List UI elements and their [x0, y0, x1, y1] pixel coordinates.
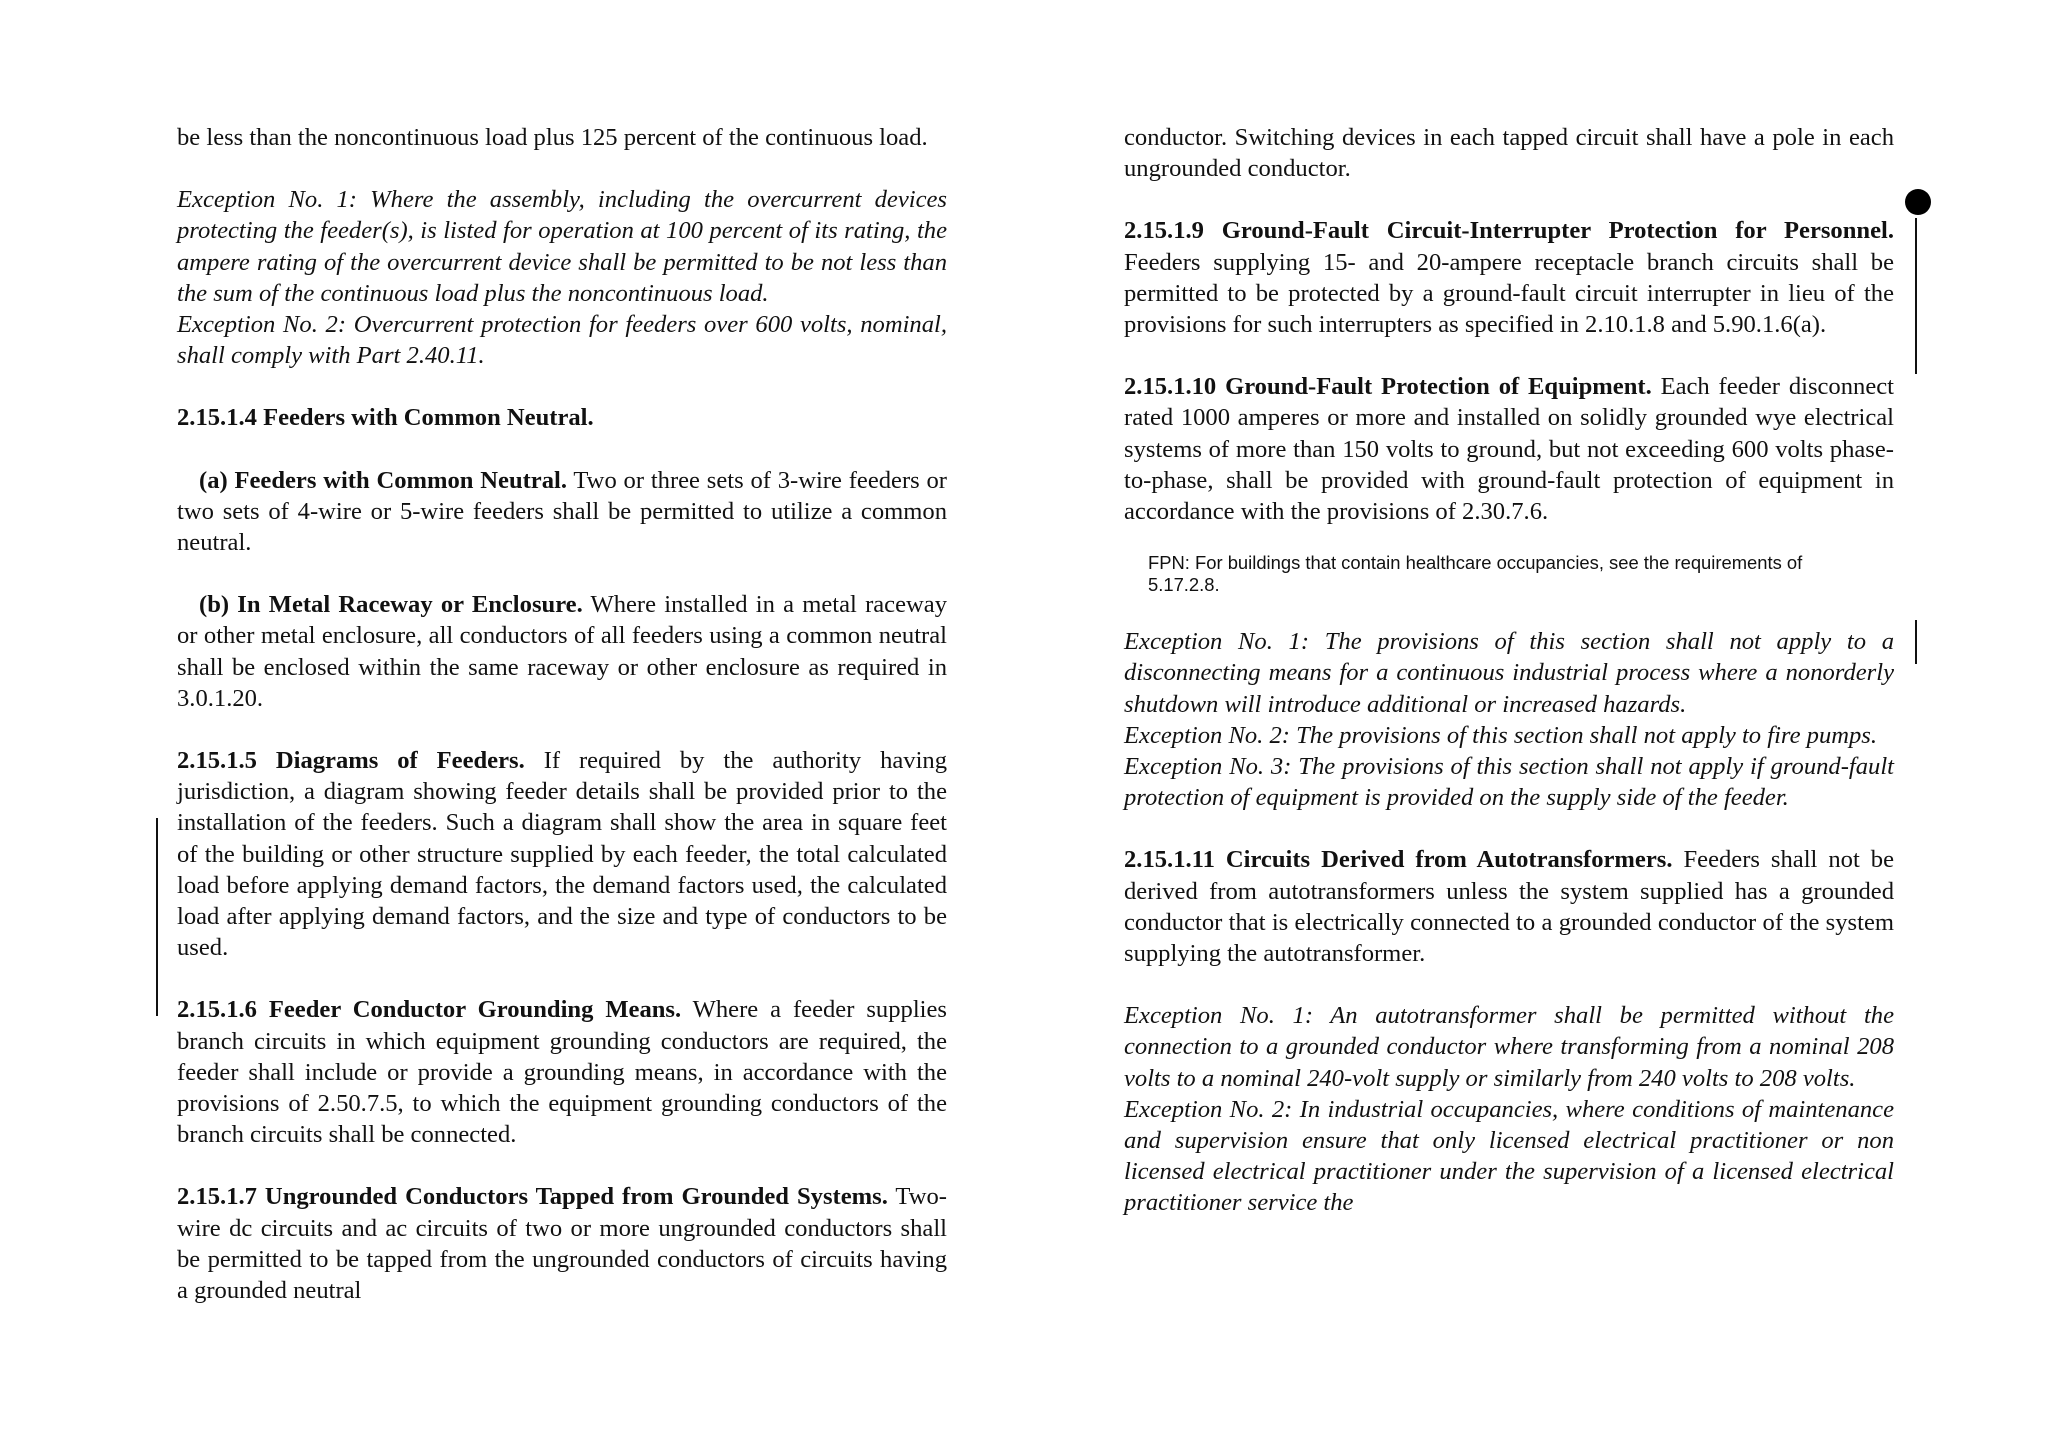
left-change-bar [156, 818, 158, 1016]
section-2-15-1-9-text: Feeders supplying 15- and 20-ampere receptacle branch circuits shall be permitted to be protected by a ground-fault circuit interrupter in lieu of the provisions for such interrupters as specified in 2.10.1.8 and 5.90.1.6(a). [1124, 248, 1894, 339]
continued-paragraph: be less than the noncontinuous load plus 125 percent of the continuous load. [177, 124, 928, 151]
exception-2: Exception No. 2: Overcurrent protection for feeders over 600 volts, nominal, shall comply with Part 2.40.11. [177, 311, 947, 370]
section-2-15-1-10 [1124, 371, 1894, 527]
continued-paragraph: conductor. Switching devices in each tapped circuit shall have a pole in each ungrounded conductor. [1124, 124, 1894, 183]
section-2-15-1-4-a-text: Two or three sets of 3-wire feeders or two sets of 4-wire or 5-wire feeders shall be permitted to utilize a common neutral. [177, 466, 947, 557]
right-change-bar-lower [1915, 620, 1917, 664]
exception-2: Exception No. 2: In industrial occupancies, where conditions of maintenance and supervision ensure that only licensed electrical practitioner or non licensed electrical practitioner under the supervision of a licensed electrical practitioner service the [1124, 1095, 1894, 1217]
section-2-15-1-6-text: Where a feeder supplies branch circuits in which equipment grounding conductors are required, the feeder shall include or provide a grounding means, in accordance with the provisions of 2.50.7.5, to which the equipment grounding conductors of the branch circuits shall be connected. [177, 996, 947, 1149]
section-2-15-1-11 [1124, 844, 1894, 969]
right-column [1124, 122, 1894, 1219]
exception-2: Exception No. 2: The provisions of this section shall not apply to fire pumps. [1124, 721, 1878, 749]
section-2-15-1-6 [177, 994, 947, 1150]
exception-1: Exception No. 1: Where the assembly, including the overcurrent devices protecting the feeder(s), is listed for operation at 100 percent of its rating, the ampere rating of the overcurrent device shall be permitted to be not less than the sum of the continuous load plus the noncontinuous load. [177, 186, 947, 307]
section-2-15-1-9-title: 2.15.1.9 Ground-Fault Circuit-Interrupter Protection for Personnel. [1124, 217, 1894, 245]
section-2-15-1-6-title: 2.15.1.6 Feeder Conductor Grounding Means. [177, 996, 682, 1024]
exception-1: Exception No. 1: The provisions of this section shall not apply to a disconnecting means for a continuous industrial process where a nonorderly shutdown will introduce additional or increased hazards. [1124, 628, 1894, 718]
section-2-15-1-5-text: If required by the authority having jurisdiction, a diagram showing feeder details shall be provided prior to the installation of the feeders. Such a diagram shall show the area in square feet of the building or other structure supplied by each feeder, the total calculated load before applying demand factors, the demand factors used, the calculated load after applying demand factors, and the size and type of conductors to be used. [177, 747, 948, 962]
section-2-15-1-4-b-title: (b) In Metal Raceway or Enclosure. [199, 591, 583, 619]
left-column [177, 122, 947, 1306]
right-change-bar-upper [1915, 218, 1917, 374]
section-2-15-1-7-title: 2.15.1.7 Ungrounded Conductors Tapped from Grounded Systems. [177, 1183, 888, 1211]
section-2-15-1-5-title: 2.15.1.5 Diagrams of Feeders. [177, 747, 525, 775]
section-2-15-1-4-b-text: Where installed in a metal raceway or other metal enclosure, all conductors of all feeders using a common neutral shall be enclosed within the same raceway or other enclosure as required in 3.0.1.20. [177, 591, 947, 712]
fine-print-note: FPN: For buildings that contain healthcare occupancies, see the requirements of 5.17.2.8. [1148, 552, 1803, 596]
exception-3: Exception No. 3: The provisions of this section shall not apply if ground-fault protection of equipment is provided on the supply side of the feeder. [1124, 753, 1894, 812]
exception-1: Exception No. 1: An autotransformer shall be permitted without the connection to a grounded conductor where transforming from a nominal 208 volts to a nominal 240-volt supply or similarly from 240 volts to 208 volts. [1124, 1002, 1894, 1092]
section-2-15-1-5 [177, 745, 947, 963]
section-2-15-1-10-text: Each feeder disconnect rated 1000 amperes or more and installed on solidly grounded wye electrical systems of more than 150 volts to ground, but not exceeding 600 volts phase-to-phase, shall be provided with ground-fault protection of equipment in accordance with the provisions of 2.30.7.6. [1124, 373, 1894, 526]
bullet-dot-icon [1905, 189, 1931, 215]
section-2-15-1-4-a-title: (a) Feeders with Common Neutral. [199, 466, 568, 494]
section-2-15-1-4-a [177, 465, 947, 559]
section-2-15-1-4-b [177, 589, 947, 714]
section-2-15-1-9 [1124, 215, 1894, 340]
section-2-15-1-11-title: 2.15.1.11 Circuits Derived from Autotransformers. [1124, 846, 1673, 874]
section-2-15-1-4-heading: 2.15.1.4 Feeders with Common Neutral. [177, 404, 594, 432]
section-2-15-1-7-text: Two-wire dc circuits and ac circuits of two or more ungrounded conductors shall be permitted to be tapped from the ungrounded conductors of circuits having a grounded neutral [177, 1183, 947, 1305]
section-2-15-1-10-title: 2.15.1.10 Ground-Fault Protection of Equipment. [1124, 373, 1652, 401]
section-2-15-1-7 [177, 1181, 947, 1306]
section-2-15-1-11-text: Feeders shall not be derived from autotransformers unless the system supplied has a grounded conductor that is electrically connected to a grounded conductor of the system supplying the autotransformer. [1124, 846, 1894, 968]
